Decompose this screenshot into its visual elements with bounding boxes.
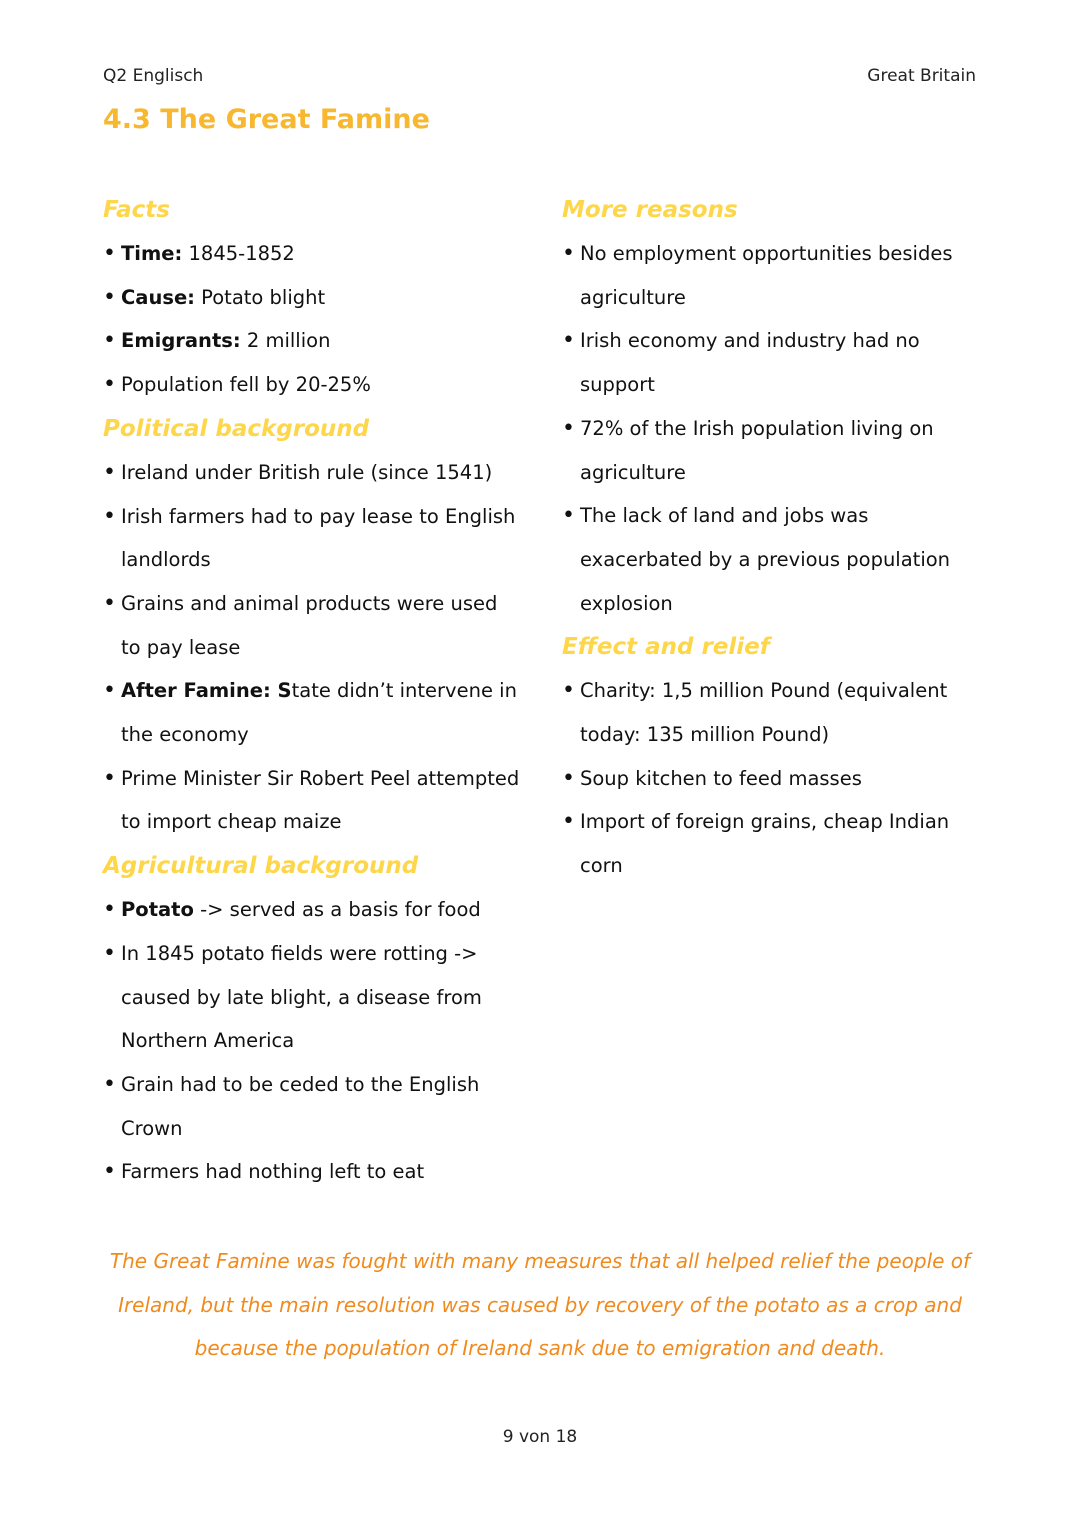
list-item xyxy=(103,319,523,363)
list-item xyxy=(103,1063,523,1150)
political-background-list xyxy=(103,451,523,844)
list-item-text: Charity: 1,5 million Pound (equivalent today: 135 million Pound) xyxy=(580,679,948,747)
list-item xyxy=(562,800,982,887)
list-item-text: Irish farmers had to pay lease to English landlords xyxy=(121,504,516,572)
list-item xyxy=(103,363,523,407)
list-item xyxy=(562,494,982,625)
list-item xyxy=(103,932,523,1063)
list-item-text: Prime Minister Sir Robert Peel attempted to import cheap maize xyxy=(121,766,520,834)
section-heading-more-reasons: More reasons xyxy=(562,197,738,223)
right-column xyxy=(562,188,982,888)
list-item-text: Irish economy and industry had no support xyxy=(580,329,920,397)
political-background-section xyxy=(103,407,523,844)
more-reasons-list xyxy=(562,232,982,625)
list-item-label: Potato xyxy=(121,898,194,922)
list-item-label: Time: xyxy=(121,242,183,265)
list-item-text: Potato blight xyxy=(194,285,326,309)
section-heading-political-background: Political background xyxy=(103,415,370,442)
list-item-text: No employment opportunities besides agriculture xyxy=(580,242,953,309)
list-item xyxy=(562,757,982,801)
list-item-text: Grains and animal products were used to pay lease xyxy=(121,591,498,659)
list-item-label: Emigrants: xyxy=(121,329,241,353)
list-item xyxy=(103,495,523,582)
effect-and-relief-list xyxy=(562,669,982,888)
list-item-text: -> served as a basis for food xyxy=(193,898,481,922)
header-topic: Great Britain xyxy=(867,66,976,86)
list-item xyxy=(103,276,523,320)
list-item-text: 72% of the Irish population living on agriculture xyxy=(580,416,934,484)
list-item xyxy=(103,669,523,756)
section-heading-effect-and-relief: Effect and relief xyxy=(562,634,770,661)
list-item-text: Soup kitchen to feed masses xyxy=(580,766,862,790)
summary-paragraph: The Great Famine was fought with many measures that all helped relief the people of Ireland, but the main resolution was caused by recovery of the potato as a crop and because the population of Ireland sank due to emigration and death. xyxy=(109,1249,971,1361)
facts-section xyxy=(103,188,523,407)
facts-list xyxy=(103,232,523,407)
effect-and-relief-section xyxy=(562,625,982,888)
list-item-label: Cause: xyxy=(121,285,195,309)
list-item-text: 1845-1852 xyxy=(182,242,295,265)
list-item xyxy=(562,232,982,319)
more-reasons-section xyxy=(562,188,982,625)
page-number: 9 von 18 xyxy=(502,1427,578,1447)
list-item-text: Farmers had nothing left to eat xyxy=(121,1160,425,1184)
list-item-text: Grain had to be ceded to the English Crown xyxy=(121,1072,480,1140)
list-item-text: The lack of land and jobs was exacerbated by a previous population explosion xyxy=(580,504,951,615)
list-item-text: Import of foreign grains, cheap Indian corn xyxy=(580,810,950,878)
list-item xyxy=(103,888,523,932)
list-item xyxy=(562,669,982,756)
left-column xyxy=(103,188,523,1194)
list-item xyxy=(103,232,523,276)
section-heading-agricultural-background: Agricultural background xyxy=(103,853,419,880)
agricultural-background-list xyxy=(103,888,523,1194)
list-item xyxy=(562,319,982,406)
list-item xyxy=(103,451,523,495)
agricultural-background-section xyxy=(103,844,523,1194)
header-course: Q2 Englisch xyxy=(103,66,204,86)
list-item-text: 2 million xyxy=(240,329,331,353)
list-item-text: Ireland under British rule (since 1541) xyxy=(121,460,493,484)
list-item xyxy=(103,1150,523,1194)
page-title: 4.3 The Great Famine xyxy=(103,104,430,135)
list-item-text: In 1845 potato fields were rotting -> caused by late blight, a disease from Northern America xyxy=(121,941,482,1053)
list-item xyxy=(562,407,982,494)
section-heading-facts: Facts xyxy=(103,197,170,223)
list-item-label: After Famine: S xyxy=(121,679,292,703)
list-item-text: tate didn’t intervene in the economy xyxy=(121,679,517,747)
list-item xyxy=(103,582,523,669)
list-item xyxy=(103,757,523,844)
list-item-text: Population fell by 20-25% xyxy=(121,373,371,397)
